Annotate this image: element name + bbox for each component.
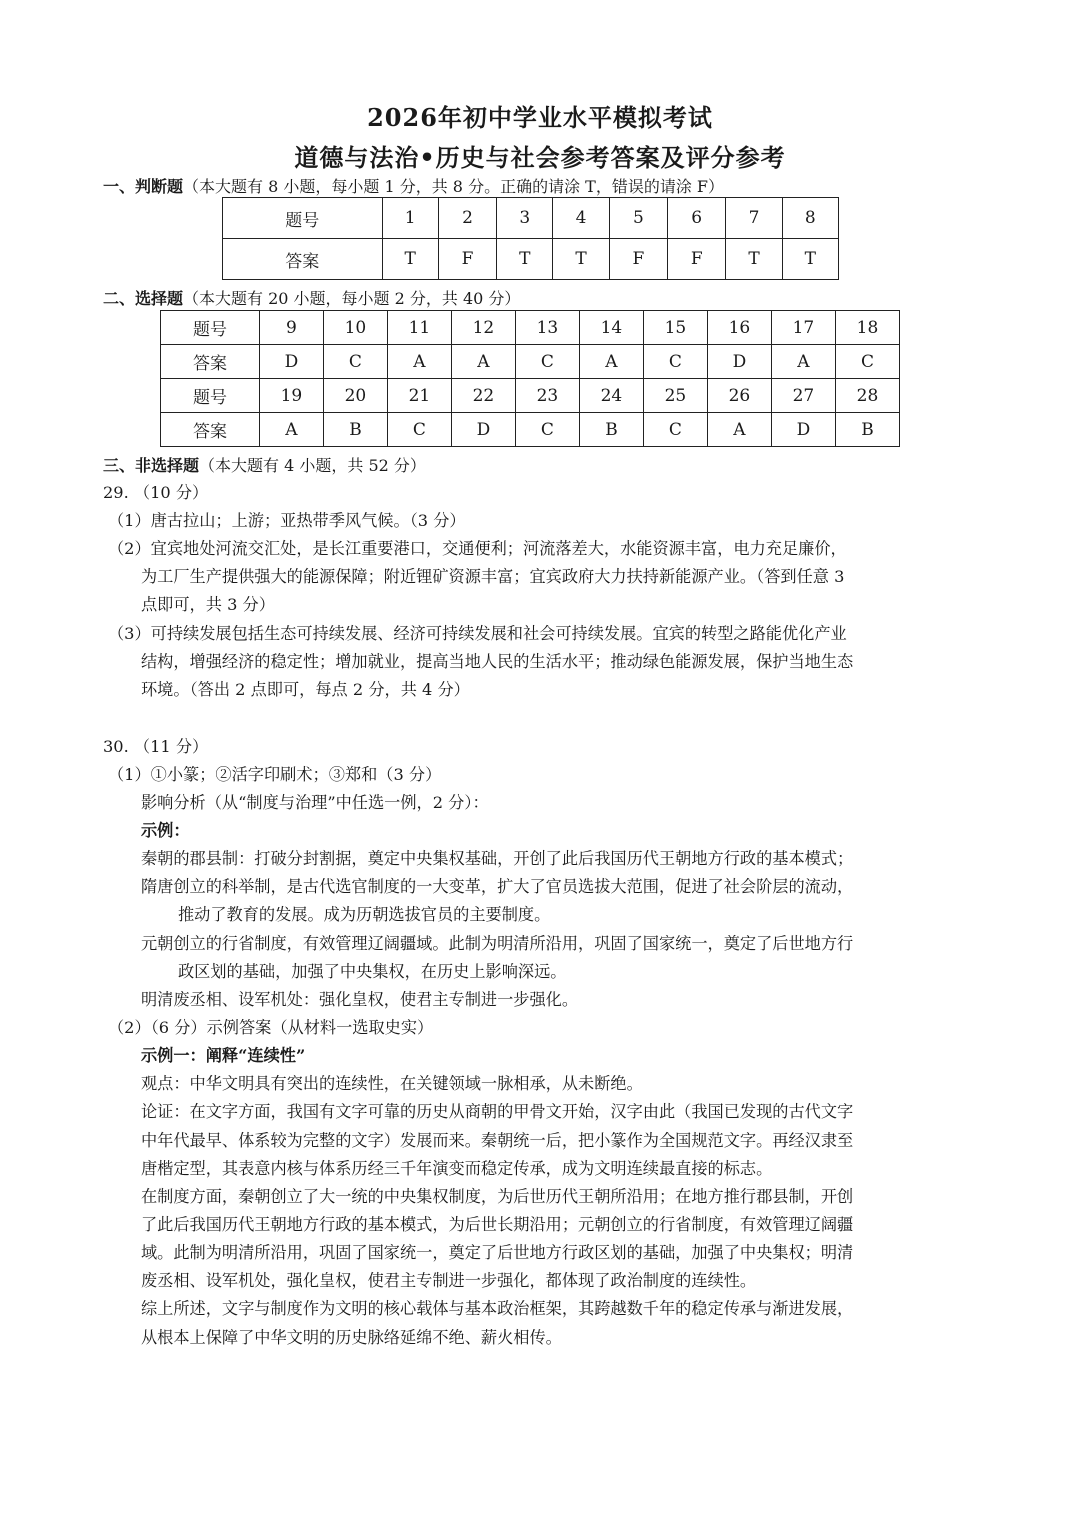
q29-line: 为工厂生产提供强大的能源保障；附近锂矿资源丰富；宜宾政府大力扶持新能源产业。（答到任意 3 — [141, 567, 845, 586]
answer-cell: C — [643, 413, 707, 447]
answer-cell: T — [553, 239, 609, 280]
q30-line: 元朝创立的行省制度，有效管理辽阔疆域。此制为明清所沿用，巩固了国家统一，奠定了后世地方行 — [141, 934, 854, 953]
answer-cell: B — [835, 413, 899, 447]
q30-line: （2）（6 分）示例答案（从材料一选取史实） — [108, 1018, 434, 1037]
table-row — [161, 379, 900, 413]
answer-cell: A — [579, 345, 643, 379]
question-number: 25 — [643, 379, 707, 413]
q30-line: 隋唐创立的科举制，是古代选官制度的一大变革，扩大了官员选拔大范围，促进了社会阶层的流动， — [141, 877, 854, 896]
q30-line: 了此后我国历代王朝地方行政的基本模式，为后世长期沿用；元朝创立的行省制度，有效管理辽阔疆 — [141, 1215, 854, 1234]
table-row — [223, 239, 839, 280]
row-label: 答案 — [223, 239, 383, 280]
row-label: 题号 — [223, 198, 383, 239]
answer-cell: F — [609, 239, 667, 280]
question-number: 16 — [707, 311, 771, 345]
q30-line: 废丞相、设军机处，强化皇权，使君主专制进一步强化，都体现了政治制度的连续性。 — [141, 1271, 757, 1290]
q29-line: 环境。（答出 2 点即可，每点 2 分，共 4 分） — [141, 680, 470, 699]
q30-line: 在制度方面，秦朝创立了大一统的中央集权制度，为后世历代王朝所沿用；在地方推行郡县制，开创 — [141, 1187, 854, 1206]
question-number: 8 — [782, 198, 838, 239]
answer-cell: C — [323, 345, 387, 379]
answer-cell: F — [438, 239, 496, 280]
table-row — [161, 345, 900, 379]
true-false-answer-table — [222, 197, 839, 280]
answer-cell: D — [259, 345, 323, 379]
question-number: 4 — [553, 198, 609, 239]
q29-heading: 29. （10 分） — [103, 483, 209, 502]
row-label: 答案 — [161, 413, 260, 447]
question-number: 28 — [835, 379, 899, 413]
question-number: 18 — [835, 311, 899, 345]
question-number: 19 — [259, 379, 323, 413]
page-title: 2026年初中学业水平模拟考试 — [367, 103, 713, 132]
question-number: 12 — [451, 311, 515, 345]
answer-cell: A — [771, 345, 835, 379]
multiple-choice-answer-table — [160, 310, 900, 447]
answer-cell: A — [707, 413, 771, 447]
section2-note: （本大题有 20 小题，每小题 2 分，共 40 分） — [183, 289, 521, 308]
answer-cell: D — [451, 413, 515, 447]
row-label: 答案 — [161, 345, 260, 379]
row-label: 题号 — [161, 379, 260, 413]
answer-cell: C — [515, 413, 579, 447]
answer-cell: C — [835, 345, 899, 379]
question-number: 6 — [668, 198, 726, 239]
q30-line: 从根本上保障了中华文明的历史脉络延绵不绝、薪火相传。 — [141, 1328, 562, 1347]
question-number: 22 — [451, 379, 515, 413]
q30-line: 观点：中华文明具有突出的连续性，在关键领域一脉相承，从未断绝。 — [141, 1074, 643, 1093]
question-number: 13 — [515, 311, 579, 345]
table-row — [223, 198, 839, 239]
q30-heading: 30. （11 分） — [103, 737, 209, 756]
answer-cell: T — [726, 239, 782, 280]
q30-line: 论证：在文字方面，我国有文字可靠的历史从商朝的甲骨文开始，汉字由此（我国已发现的古代文字 — [141, 1102, 854, 1121]
q30-line: 综上所述，文字与制度作为文明的核心载体与基本政治框架，其跨越数千年的稳定传承与渐进发展， — [141, 1299, 854, 1318]
q29-line: 点即可，共 3 分） — [141, 595, 275, 614]
question-number: 3 — [497, 198, 553, 239]
section1-heading: 一、判断题 — [103, 177, 184, 196]
question-number: 5 — [609, 198, 667, 239]
q30-example-label: 示例： — [141, 821, 190, 840]
q30-example-heading: 示例一：阐释“连续性” — [141, 1046, 306, 1065]
question-number: 26 — [707, 379, 771, 413]
table-row — [161, 413, 900, 447]
section3-heading: 三、非选择题 — [103, 456, 200, 475]
question-number: 15 — [643, 311, 707, 345]
answer-cell: F — [668, 239, 726, 280]
question-number: 27 — [771, 379, 835, 413]
question-number: 9 — [259, 311, 323, 345]
q29-line: 结构，增强经济的稳定性；增加就业，提高当地人民的生活水平；推动绿色能源发展，保护当地生态 — [141, 652, 854, 671]
q30-line: 明清废丞相、设军机处：强化皇权，使君主专制进一步强化。 — [141, 990, 579, 1009]
question-number: 14 — [579, 311, 643, 345]
answer-cell: C — [643, 345, 707, 379]
answer-cell: T — [497, 239, 553, 280]
question-number: 1 — [382, 198, 438, 239]
section1-heading-line — [103, 174, 724, 197]
q30-line: 中年代最早、体系较为完整的文字）发展而来。秦朝统一后，把小篆作为全国规范文字。再经汉隶至 — [141, 1131, 854, 1150]
answer-cell: T — [382, 239, 438, 280]
q29-line: （2）宜宾地处河流交汇处，是长江重要港口，交通便利；河流落差大，水能资源丰富，电力充足廉价， — [108, 539, 847, 558]
question-number: 7 — [726, 198, 782, 239]
section3-heading-line — [103, 453, 426, 476]
answer-cell: A — [387, 345, 451, 379]
q30-line: 域。此制为明清所沿用，巩固了国家统一，奠定了后世地方行政区划的基础，加强了中央集权；明清 — [141, 1243, 854, 1262]
answer-cell: D — [707, 345, 771, 379]
q29-line: （3）可持续发展包括生态可持续发展、经济可持续发展和社会可持续发展。宜宾的转型之路能优化产业 — [108, 624, 847, 643]
q30-line: 唐楷定型，其表意内核与体系历经三千年演变而稳定传承，成为文明连续最直接的标志。 — [141, 1159, 773, 1178]
answer-cell: A — [451, 345, 515, 379]
question-number: 17 — [771, 311, 835, 345]
question-number: 20 — [323, 379, 387, 413]
q30-line: 推动了教育的发展。成为历朝选拔官员的主要制度。 — [178, 905, 551, 924]
question-number: 24 — [579, 379, 643, 413]
section2-heading-line — [103, 286, 520, 309]
section3-note: （本大题有 4 小题，共 52 分） — [199, 456, 426, 475]
q30-line: （1）①小篆；②活字印刷术；③郑和（3 分） — [108, 765, 442, 784]
table-row — [161, 311, 900, 345]
row-label: 题号 — [161, 311, 260, 345]
section2-heading: 二、选择题 — [103, 289, 184, 308]
page-subtitle: 道德与法治•历史与社会参考答案及评分参考 — [294, 143, 786, 172]
answer-cell: A — [259, 413, 323, 447]
section1-note: （本大题有 8 小题，每小题 1 分，共 8 分。正确的请涂 T，错误的请涂 F） — [183, 177, 725, 196]
q30-line: 政区划的基础，加强了中央集权，在历史上影响深远。 — [178, 962, 567, 981]
question-number: 10 — [323, 311, 387, 345]
answer-cell: C — [387, 413, 451, 447]
q29-line: （1）唐古拉山；上游；亚热带季风气候。（3 分） — [108, 511, 466, 530]
answer-cell: C — [515, 345, 579, 379]
answer-cell: B — [323, 413, 387, 447]
answer-cell: T — [782, 239, 838, 280]
q30-line: 秦朝的郡县制：打破分封割据，奠定中央集权基础，开创了此后我国历代王朝地方行政的基本模式； — [141, 849, 854, 868]
question-number: 23 — [515, 379, 579, 413]
answer-cell: D — [771, 413, 835, 447]
question-number: 2 — [438, 198, 496, 239]
q30-line: 影响分析（从“制度与治理”中任选一例，2 分）： — [141, 793, 489, 812]
answer-cell: B — [579, 413, 643, 447]
question-number: 11 — [387, 311, 451, 345]
question-number: 21 — [387, 379, 451, 413]
